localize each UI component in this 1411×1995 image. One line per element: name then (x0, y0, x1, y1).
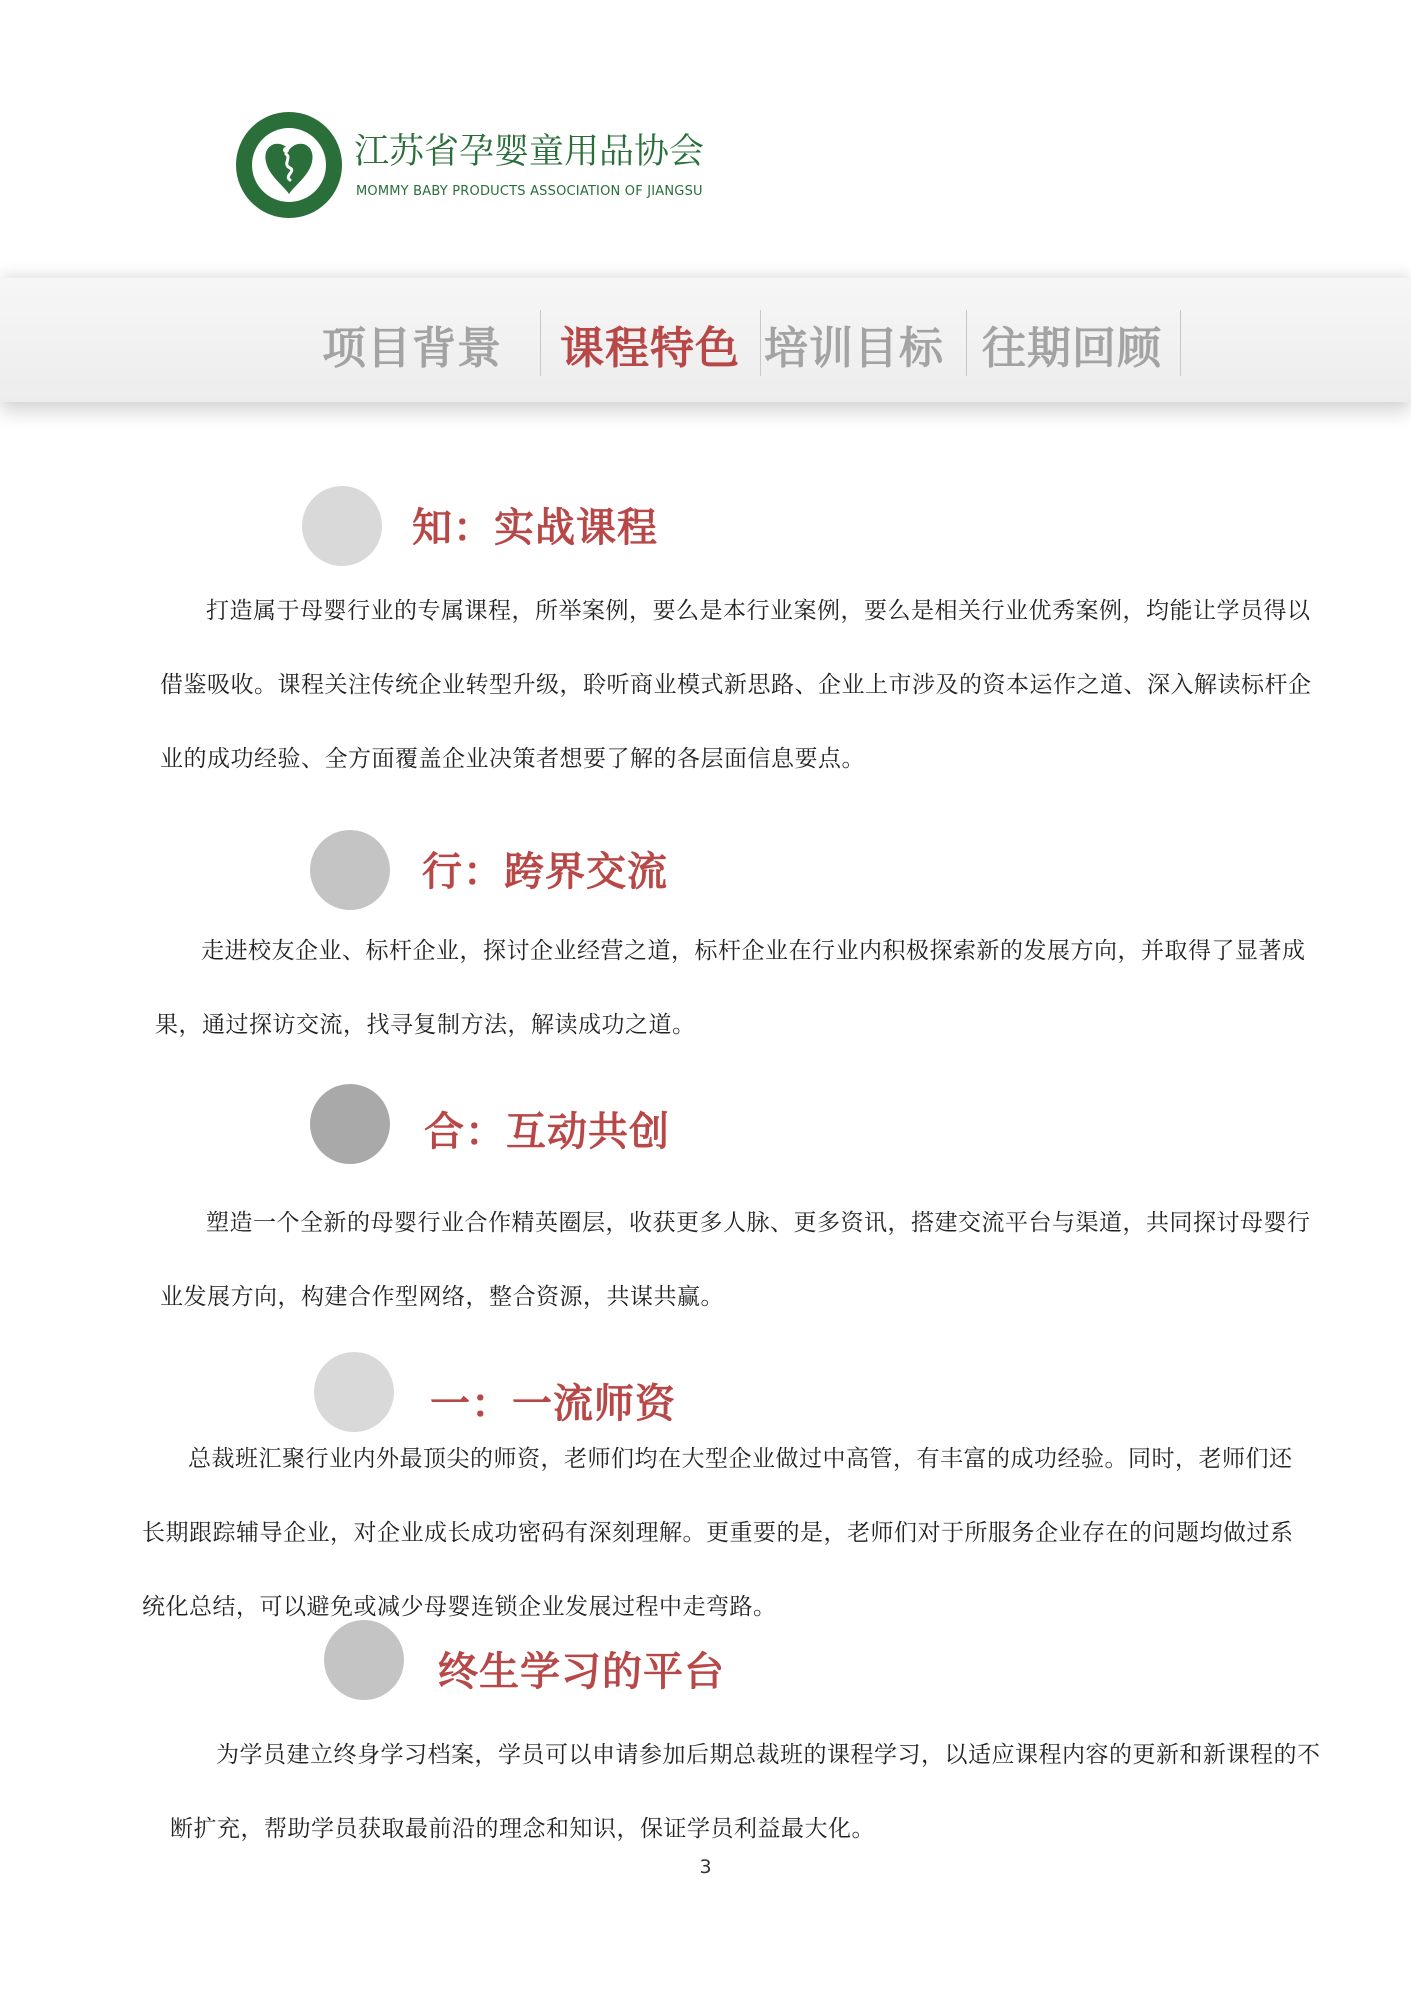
section-bullet-circle (302, 486, 382, 566)
section-heading: 终生学习的平台 (438, 1649, 725, 1695)
section-heading: 行：跨界交流 (422, 849, 668, 895)
section-bullet-circle (324, 1620, 404, 1700)
tab-training-goals[interactable]: 培训目标 (764, 323, 944, 374)
tab-past-review[interactable]: 往期回顾 (982, 323, 1162, 374)
section-heading: 一：一流师资 (430, 1381, 676, 1427)
association-logo (234, 110, 754, 220)
tab-project-background[interactable]: 项目背景 (322, 323, 502, 374)
association-emblem-icon (234, 110, 344, 220)
tab-divider (540, 310, 541, 376)
section-paragraph: 为学员建立终身学习档案，学员可以申请参加后期总裁班的课程学习，以适应课程内容的更新和新课程的不断扩充，帮助学员获取最前沿的理念和知识，保证学员利益最大化。 (170, 1742, 1321, 1842)
tab-course-features[interactable]: 课程特色 (560, 323, 740, 374)
section-paragraph: 打造属于母婴行业的专属课程，所举案例，要么是本行业案例，要么是相关行业优秀案例，均能让学员得以借鉴吸收。课程关注传统企业转型升级，聆听商业模式新思路、企业上市涉及的资本运作之道、深入解读标杆企业的成功经验、全方面覆盖企业决策者想要了解的各层面信息要点。 (160, 598, 1312, 772)
section-bullet-circle (314, 1352, 394, 1432)
section-paragraph: 总裁班汇聚行业内外最顶尖的师资，老师们均在大型企业做过中高管，有丰富的成功经验。同时，老师们还长期跟踪辅导企业，对企业成长成功密码有深刻理解。更重要的是，老师们对于所服务企业存在的问题均做过系统化总结，可以避免或减少母婴连锁企业发展过程中走弯路。 (142, 1446, 1294, 1620)
page-number: 3 (699, 1856, 712, 1878)
section-heading: 合：互动共创 (424, 1109, 670, 1155)
section-bullet-circle (310, 830, 390, 910)
tab-divider (760, 310, 761, 376)
association-name-en: MOMMY BABY PRODUCTS ASSOCIATION OF JIANGSU (356, 184, 703, 199)
tab-divider (1180, 310, 1181, 376)
section-paragraph: 走进校友企业、标杆企业，探讨企业经营之道，标杆企业在行业内积极探索新的发展方向，并取得了显著成果，通过探访交流，找寻复制方法，解读成功之道。 (155, 938, 1306, 1038)
section-nav-bar (0, 278, 1411, 402)
tab-divider (966, 310, 967, 376)
section-heading: 知：实战课程 (412, 505, 658, 551)
association-name-cn: 江苏省孕婴童用品协会 (354, 132, 705, 172)
section-paragraph: 塑造一个全新的母婴行业合作精英圈层，收获更多人脉、更多资讯，搭建交流平台与渠道，共同探讨母婴行业发展方向，构建合作型网络，整合资源，共谋共赢。 (160, 1210, 1311, 1310)
section-bullet-circle (310, 1084, 390, 1164)
